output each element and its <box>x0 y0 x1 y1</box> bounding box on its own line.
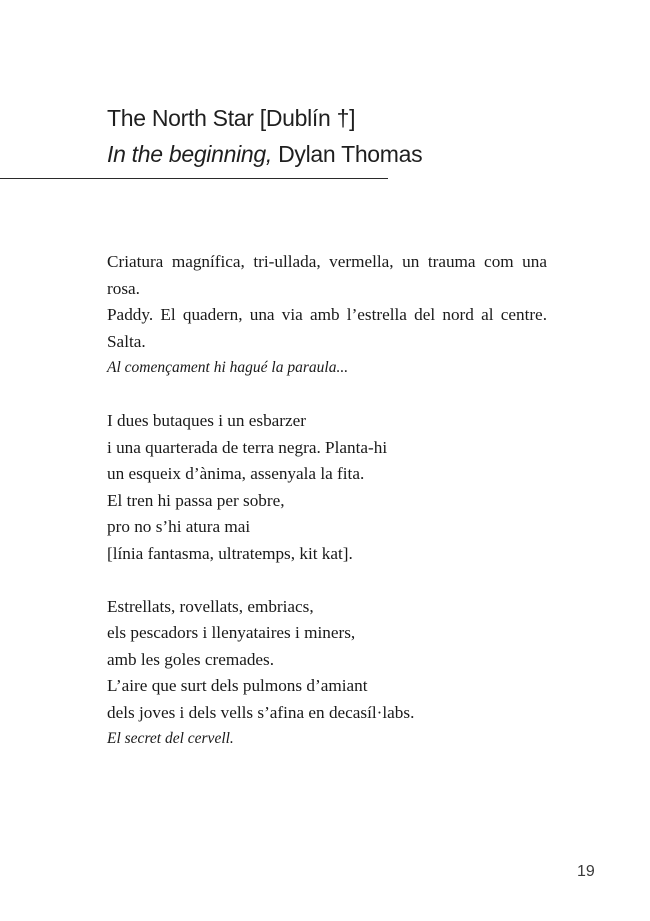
page-number: 19 <box>577 863 595 880</box>
title-underline-rule <box>0 178 388 179</box>
poem-line: L’aire que surt dels pulmons d’amiant <box>107 676 368 695</box>
poem-line: amb les goles cremades. <box>107 649 275 669</box>
poem-line: dels joves i dels vells s’afina en decasíl·labs. <box>107 702 415 722</box>
poem-title-block <box>107 100 422 172</box>
poem-line: els pescadors i llenyataires i miners, <box>107 623 356 642</box>
poem-line: pro no s’hi atura mai <box>107 517 251 536</box>
epigraph-author: Dylan Thomas <box>272 141 423 167</box>
poem-body <box>107 249 547 753</box>
poem-line: Paddy. El quadern, una via amb l’estrella del nord al centre. <box>107 305 547 324</box>
poem-title: The North Star [Dublín †] <box>107 105 356 131</box>
poem-line: un esqueix d’ànima, assenyala la fita. <box>107 464 365 483</box>
poem-line: rosa. <box>107 278 140 298</box>
poem-line: I dues butaques i un esbarzer <box>107 411 307 430</box>
poem-line: Estrellats, rovellats, embriacs, <box>107 596 314 616</box>
poem-line-italic: Al començament hi hagué la paraula... <box>107 359 349 376</box>
poem-line: Salta. <box>107 331 146 351</box>
poem-line-italic: El secret del cervell. <box>107 730 234 747</box>
poem-line: [línia fantasma, ultratemps, kit kat]. <box>107 543 353 563</box>
stanza-break <box>107 567 547 594</box>
poem-line: i una quarterada de terra negra. Planta-hi <box>107 437 388 457</box>
poem-epigraph-source <box>107 136 422 172</box>
poem-line: El tren hi passa per sobre, <box>107 490 285 510</box>
stanza-break <box>107 382 547 409</box>
epigraph-work-title: In the beginning, <box>107 141 272 167</box>
poem-line: Criatura magnífica, tri-ullada, vermella, un trauma com una <box>107 252 547 271</box>
